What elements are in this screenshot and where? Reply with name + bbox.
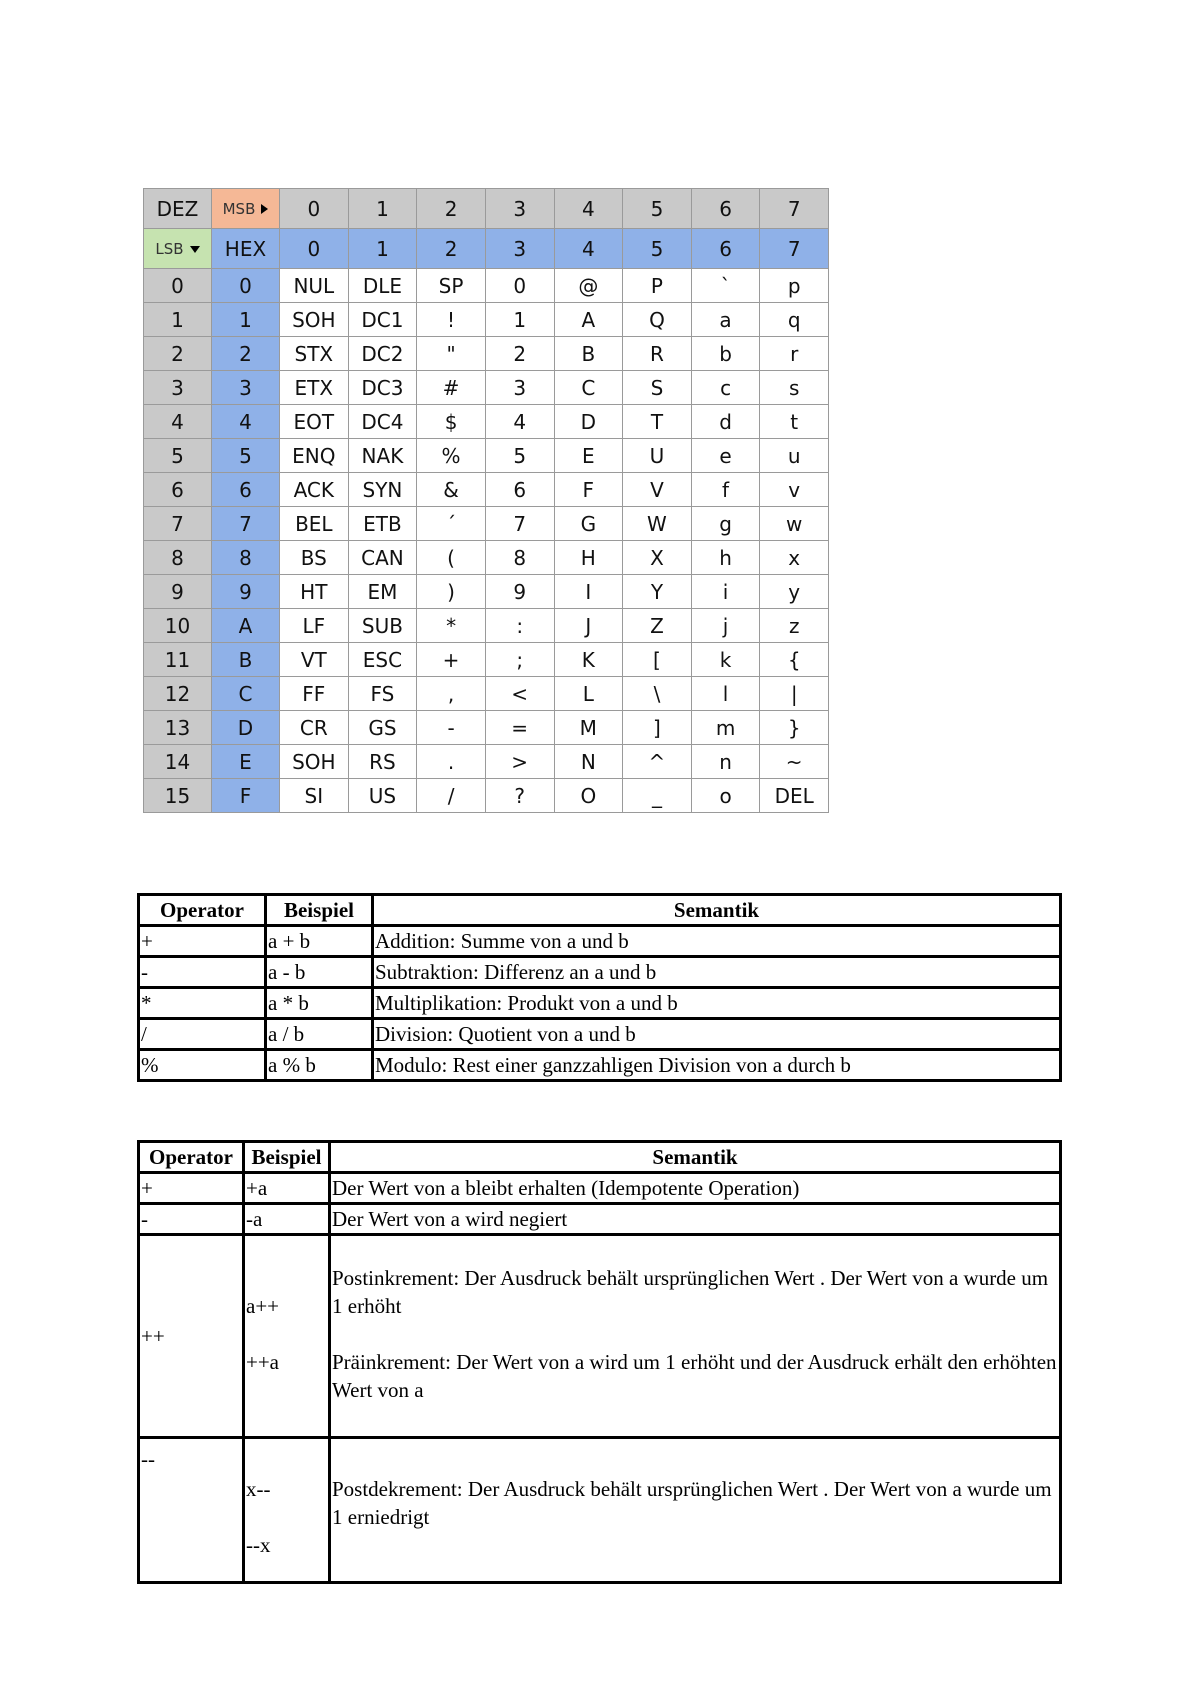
ascii-char-cell: m [691, 711, 760, 745]
dez-row-label: 0 [144, 269, 212, 303]
ascii-char-cell: ) [417, 575, 486, 609]
hex-col-header: 7 [760, 229, 829, 269]
ascii-char-cell: H [554, 541, 623, 575]
hex-row-label: E [212, 745, 280, 779]
ascii-char-cell: LF [280, 609, 349, 643]
operator-cell: ++ [139, 1235, 244, 1438]
ascii-char-cell: BS [280, 541, 349, 575]
table-row [139, 988, 1061, 1019]
dez-row-label: 10 [144, 609, 212, 643]
ascii-char-cell: N [554, 745, 623, 779]
hex-row-label: D [212, 711, 280, 745]
ascii-char-cell: ! [417, 303, 486, 337]
ascii-char-cell: R [623, 337, 692, 371]
ascii-char-cell: > [485, 745, 554, 779]
table-row [139, 1050, 1061, 1081]
ascii-char-cell: A [554, 303, 623, 337]
ascii-char-cell: HT [280, 575, 349, 609]
header-semantics: Semantik [330, 1142, 1061, 1173]
ascii-char-cell: w [760, 507, 829, 541]
dez-row-label: 1 [144, 303, 212, 337]
ascii-char-cell: r [760, 337, 829, 371]
unary-operators-table [137, 1140, 1062, 1584]
hex-row-label: 1 [212, 303, 280, 337]
ascii-row [144, 507, 829, 541]
caret-down-icon [190, 246, 200, 253]
dez-col-header: 2 [417, 189, 486, 229]
ascii-char-cell: & [417, 473, 486, 507]
ascii-table [143, 188, 829, 813]
ascii-char-cell: v [760, 473, 829, 507]
example-line: --x [246, 1533, 271, 1557]
ascii-char-cell: a [691, 303, 760, 337]
example-line: a++ [246, 1294, 280, 1318]
example-cell: a / b [266, 1019, 373, 1050]
ascii-row [144, 269, 829, 303]
ascii-char-cell: ACK [280, 473, 349, 507]
ascii-char-cell: W [623, 507, 692, 541]
ascii-char-cell: ` [691, 269, 760, 303]
lsb-label: LSB [155, 239, 184, 258]
ascii-char-cell: 4 [485, 405, 554, 439]
dez-row-label: 4 [144, 405, 212, 439]
operator-cell: / [139, 1019, 266, 1050]
dez-col-header: 0 [280, 189, 349, 229]
ascii-char-cell: d [691, 405, 760, 439]
ascii-char-cell: BEL [280, 507, 349, 541]
operator-cell: + [139, 926, 266, 957]
ascii-row [144, 439, 829, 473]
example-cell: a * b [266, 988, 373, 1019]
dez-row-label: 3 [144, 371, 212, 405]
ascii-char-cell: 5 [485, 439, 554, 473]
dez-col-header: 4 [554, 189, 623, 229]
semantics-cell: Subtraktion: Differenz an a und b [373, 957, 1061, 988]
ascii-char-cell: } [760, 711, 829, 745]
dez-row-label: 8 [144, 541, 212, 575]
hex-row-label: 8 [212, 541, 280, 575]
ascii-char-cell: l [691, 677, 760, 711]
dez-col-header: 6 [691, 189, 760, 229]
dez-row-label: 11 [144, 643, 212, 677]
msb-label: MSB [222, 199, 256, 218]
semantics-cell: Addition: Summe von a und b [373, 926, 1061, 957]
ascii-char-cell: ETX [280, 371, 349, 405]
ascii-char-cell: I [554, 575, 623, 609]
ascii-char-cell: M [554, 711, 623, 745]
ascii-char-cell: SI [280, 779, 349, 813]
semantics-cell: Multiplikation: Produkt von a und b [373, 988, 1061, 1019]
example-cell [244, 1235, 330, 1438]
ascii-char-cell: D [554, 405, 623, 439]
ascii-char-cell: DC4 [348, 405, 417, 439]
ascii-char-cell: ESC [348, 643, 417, 677]
dez-corner-label: DEZ [144, 189, 212, 229]
ascii-char-cell: DC3 [348, 371, 417, 405]
ascii-char-cell: X [623, 541, 692, 575]
hex-row-label: 3 [212, 371, 280, 405]
ascii-char-cell: z [760, 609, 829, 643]
ascii-row [144, 541, 829, 575]
ascii-char-cell: . [417, 745, 486, 779]
table-row [139, 1173, 1061, 1204]
ascii-char-cell: \ [623, 677, 692, 711]
ascii-char-cell: NUL [280, 269, 349, 303]
ascii-char-cell: = [485, 711, 554, 745]
ascii-char-cell: ( [417, 541, 486, 575]
ascii-char-cell: 3 [485, 371, 554, 405]
ascii-char-cell: US [348, 779, 417, 813]
ascii-char-cell: DLE [348, 269, 417, 303]
ascii-char-cell: n [691, 745, 760, 779]
example-cell: +a [244, 1173, 330, 1204]
hex-row-label: 5 [212, 439, 280, 473]
ascii-char-cell: + [417, 643, 486, 677]
ascii-char-cell: _ [623, 779, 692, 813]
dez-row-label: 14 [144, 745, 212, 779]
ascii-row [144, 711, 829, 745]
ascii-char-cell: FS [348, 677, 417, 711]
hex-col-header: 1 [348, 229, 417, 269]
hex-col-header: 0 [280, 229, 349, 269]
ascii-char-cell: / [417, 779, 486, 813]
ascii-char-cell: RS [348, 745, 417, 779]
ascii-char-cell: STX [280, 337, 349, 371]
ascii-char-cell: ~ [760, 745, 829, 779]
ascii-row [144, 609, 829, 643]
ascii-row [144, 643, 829, 677]
ascii-dez-header-row [144, 189, 829, 229]
header-semantics: Semantik [373, 895, 1061, 926]
ascii-char-cell: ETB [348, 507, 417, 541]
dez-row-label: 7 [144, 507, 212, 541]
example-cell: a + b [266, 926, 373, 957]
ascii-char-cell: : [485, 609, 554, 643]
hex-row-label: 4 [212, 405, 280, 439]
dez-col-header: 3 [485, 189, 554, 229]
table-row [139, 926, 1061, 957]
ascii-char-cell: < [485, 677, 554, 711]
ascii-char-cell: Q [623, 303, 692, 337]
ascii-char-cell: 1 [485, 303, 554, 337]
ascii-char-cell: ; [485, 643, 554, 677]
table-row [139, 1019, 1061, 1050]
table-row [139, 1235, 1061, 1438]
spacer [332, 1320, 1058, 1348]
ascii-char-cell: , [417, 677, 486, 711]
dez-row-label: 9 [144, 575, 212, 609]
header-example: Beispiel [244, 1142, 330, 1173]
example-line: ++a [246, 1350, 280, 1374]
semantics-paragraph: Postinkrement: Der Ausdruck behält ursprünglichen Wert . Der Wert von a wurde um 1 erhöht [332, 1266, 1049, 1318]
ascii-char-cell: CAN [348, 541, 417, 575]
ascii-char-cell: V [623, 473, 692, 507]
semantics-cell: Division: Quotient von a und b [373, 1019, 1061, 1050]
hex-row-label: A [212, 609, 280, 643]
ascii-char-cell: 7 [485, 507, 554, 541]
ascii-char-cell: 0 [485, 269, 554, 303]
hex-row-label: 0 [212, 269, 280, 303]
dez-row-label: 13 [144, 711, 212, 745]
ascii-char-cell: B [554, 337, 623, 371]
ascii-row [144, 337, 829, 371]
caret-right-icon [261, 204, 268, 214]
ascii-char-cell: E [554, 439, 623, 473]
ascii-char-cell: DC2 [348, 337, 417, 371]
ascii-char-cell: u [760, 439, 829, 473]
ascii-char-cell: f [691, 473, 760, 507]
ascii-char-cell: 2 [485, 337, 554, 371]
hex-col-header: 2 [417, 229, 486, 269]
ascii-char-cell: DEL [760, 779, 829, 813]
ascii-row [144, 575, 829, 609]
spacer [246, 1320, 327, 1348]
ascii-char-cell: EM [348, 575, 417, 609]
semantics-cell [330, 1235, 1061, 1438]
dez-row-label: 2 [144, 337, 212, 371]
example-line: x-- [246, 1477, 271, 1501]
ascii-char-cell: P [623, 269, 692, 303]
hex-row-label: 9 [212, 575, 280, 609]
hex-row-label: 7 [212, 507, 280, 541]
dez-row-label: 6 [144, 473, 212, 507]
ascii-char-cell: - [417, 711, 486, 745]
hex-col-header: 4 [554, 229, 623, 269]
ascii-char-cell: VT [280, 643, 349, 677]
table-header-row [139, 895, 1061, 926]
hex-row-label: B [212, 643, 280, 677]
ascii-char-cell: # [417, 371, 486, 405]
ascii-char-cell: L [554, 677, 623, 711]
operator-cell: -- [139, 1438, 244, 1583]
ascii-row [144, 405, 829, 439]
dez-row-label: 12 [144, 677, 212, 711]
ascii-char-cell: Z [623, 609, 692, 643]
semantics-cell: Der Wert von a bleibt erhalten (Idempotente Operation) [330, 1173, 1061, 1204]
ascii-char-cell: { [760, 643, 829, 677]
ascii-char-cell: Y [623, 575, 692, 609]
ascii-char-cell: ENQ [280, 439, 349, 473]
ascii-char-cell: 6 [485, 473, 554, 507]
dez-col-header: 1 [348, 189, 417, 229]
header-example: Beispiel [266, 895, 373, 926]
ascii-char-cell: % [417, 439, 486, 473]
ascii-char-cell: K [554, 643, 623, 677]
ascii-row [144, 473, 829, 507]
ascii-char-cell: GS [348, 711, 417, 745]
ascii-char-cell: NAK [348, 439, 417, 473]
semantics-cell [330, 1438, 1061, 1583]
ascii-row [144, 745, 829, 779]
ascii-char-cell: [ [623, 643, 692, 677]
table-row [139, 1204, 1061, 1235]
ascii-char-cell: F [554, 473, 623, 507]
dez-col-header: 5 [623, 189, 692, 229]
operator-cell: - [139, 957, 266, 988]
ascii-char-cell: SP [417, 269, 486, 303]
example-cell: -a [244, 1204, 330, 1235]
ascii-char-cell: U [623, 439, 692, 473]
ascii-char-cell: O [554, 779, 623, 813]
ascii-char-cell: SUB [348, 609, 417, 643]
header-operator: Operator [139, 1142, 244, 1173]
ascii-char-cell: EOT [280, 405, 349, 439]
semantics-paragraph: Postdekrement: Der Ausdruck behält ursprünglichen Wert . Der Wert von a wurde um 1 erniedrigt [332, 1477, 1052, 1529]
ascii-char-cell: j [691, 609, 760, 643]
ascii-char-cell: o [691, 779, 760, 813]
operator-cell: - [139, 1204, 244, 1235]
operator-cell: * [139, 988, 266, 1019]
ascii-char-cell: e [691, 439, 760, 473]
hex-row-label: 2 [212, 337, 280, 371]
ascii-char-cell: g [691, 507, 760, 541]
operator-cell: % [139, 1050, 266, 1081]
ascii-row [144, 303, 829, 337]
ascii-char-cell: | [760, 677, 829, 711]
dez-row-label: 15 [144, 779, 212, 813]
ascii-char-cell: 9 [485, 575, 554, 609]
ascii-char-cell: p [760, 269, 829, 303]
semantics-paragraph: Präinkrement: Der Wert von a wird um 1 erhöht und der Ausdruck erhält den erhöhten Wert von a [332, 1350, 1057, 1402]
ascii-char-cell: 8 [485, 541, 554, 575]
ascii-char-cell: x [760, 541, 829, 575]
hex-row-label: C [212, 677, 280, 711]
semantics-cell: Modulo: Rest einer ganzzahligen Division von a durch b [373, 1050, 1061, 1081]
hex-col-header: 3 [485, 229, 554, 269]
ascii-char-cell: T [623, 405, 692, 439]
table-header-row [139, 1142, 1061, 1173]
ascii-row [144, 677, 829, 711]
ascii-char-cell: * [417, 609, 486, 643]
dez-row-label: 5 [144, 439, 212, 473]
lsb-corner-label [144, 229, 212, 269]
ascii-char-cell: SOH [280, 303, 349, 337]
ascii-row [144, 779, 829, 813]
ascii-char-cell: J [554, 609, 623, 643]
ascii-char-cell: FF [280, 677, 349, 711]
ascii-char-cell: G [554, 507, 623, 541]
example-cell: a % b [266, 1050, 373, 1081]
table-row [139, 1438, 1061, 1583]
ascii-char-cell: ´ [417, 507, 486, 541]
ascii-char-cell: ^ [623, 745, 692, 779]
ascii-char-cell: S [623, 371, 692, 405]
ascii-char-cell: ? [485, 779, 554, 813]
hex-col-header: 5 [623, 229, 692, 269]
ascii-char-cell: s [760, 371, 829, 405]
ascii-char-cell: i [691, 575, 760, 609]
hex-col-header: 6 [691, 229, 760, 269]
ascii-char-cell: t [760, 405, 829, 439]
ascii-char-cell: y [760, 575, 829, 609]
ascii-row [144, 371, 829, 405]
ascii-char-cell: " [417, 337, 486, 371]
dez-col-header: 7 [760, 189, 829, 229]
hex-corner-label: HEX [212, 229, 280, 269]
semantics-cell: Der Wert von a wird negiert [330, 1204, 1061, 1235]
ascii-char-cell: q [760, 303, 829, 337]
example-cell: a - b [266, 957, 373, 988]
ascii-hex-header-row [144, 229, 829, 269]
table-row [139, 957, 1061, 988]
ascii-char-cell: @ [554, 269, 623, 303]
ascii-char-cell: SOH [280, 745, 349, 779]
ascii-char-cell: b [691, 337, 760, 371]
ascii-char-cell: c [691, 371, 760, 405]
ascii-char-cell: C [554, 371, 623, 405]
example-cell [244, 1438, 330, 1583]
msb-corner-label [212, 189, 280, 229]
ascii-char-cell: CR [280, 711, 349, 745]
ascii-char-cell: SYN [348, 473, 417, 507]
arithmetic-operators-table [137, 893, 1062, 1082]
hex-row-label: F [212, 779, 280, 813]
hex-row-label: 6 [212, 473, 280, 507]
operator-cell: + [139, 1173, 244, 1204]
ascii-char-cell: $ [417, 405, 486, 439]
ascii-char-cell: h [691, 541, 760, 575]
ascii-char-cell: ] [623, 711, 692, 745]
ascii-char-cell: DC1 [348, 303, 417, 337]
ascii-char-cell: k [691, 643, 760, 677]
header-operator: Operator [139, 895, 266, 926]
